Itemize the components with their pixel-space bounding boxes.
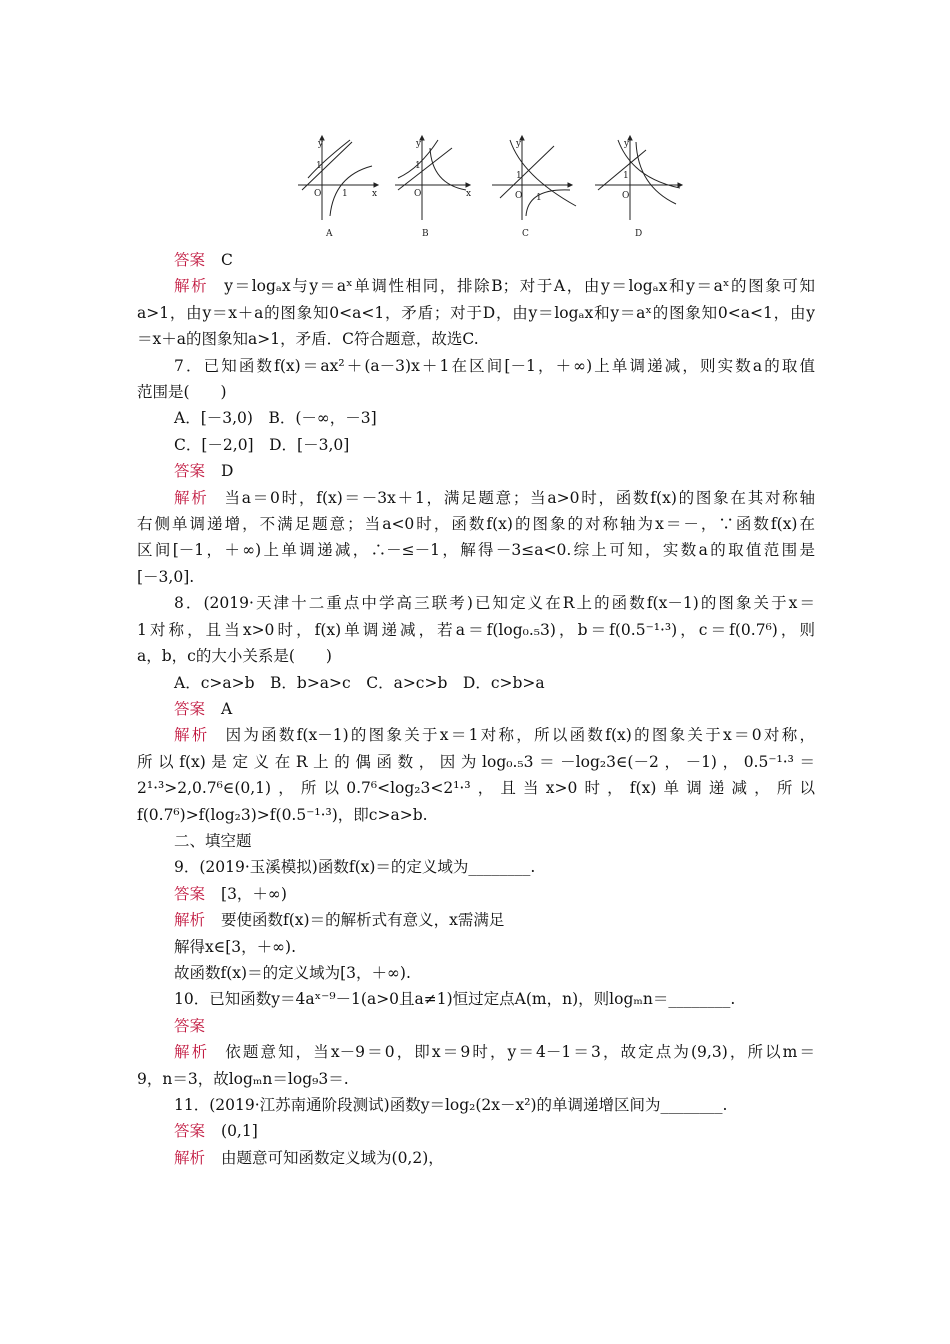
svg-text:1: 1 [316, 161, 322, 171]
analysis-line: 解析 当a＝0时，f(x)＝－3x＋1，满足题意；当a>0时，函数f(x)的图象在其对称轴 [174, 488, 815, 507]
analysis-tag: 解析 [174, 277, 209, 296]
section-heading: 二、填空题 [174, 831, 252, 850]
text-line: 2¹·³>2,0.7⁶∈(0,1)，所以0.7⁶<log₂3<2¹·³，且当x>0时，f(x)单调递减，所以 [137, 779, 815, 798]
worksheet-body [137, 247, 815, 1171]
svg-text:O: O [414, 189, 422, 199]
graph-d [595, 136, 682, 239]
answer-line: 答案 D [174, 462, 234, 481]
answer-line: 答案 [3，＋∞) [174, 884, 287, 903]
text-line: a>1，由y＝x＋a的图象知0<a<1，矛盾；对于D，由y＝logₐx和y＝aˣ的图象知0<a<1，由y [137, 303, 815, 322]
panel-label-a: A [326, 229, 333, 239]
answer-tag: 答案 [174, 884, 206, 903]
answer-tag: 答案 [174, 1016, 206, 1035]
graph-c [492, 136, 576, 239]
text-line: 1对称，且当x>0时，f(x)单调递减，若a＝f(log₀.₅3)，b＝f(0.5⁻¹·³)，c＝f(0.7⁶)，则 [137, 620, 815, 639]
svg-text:1: 1 [623, 171, 629, 181]
svg-text:1: 1 [536, 193, 542, 203]
text-line: 故函数f(x)＝的定义域为[3，＋∞). [174, 963, 411, 982]
text-line: 9，n＝3，故logₘn＝log₉3＝. [137, 1069, 349, 1088]
answer-line [137, 1013, 815, 1039]
options-line: C．[－2,0] D．[－3,0] [174, 435, 350, 454]
svg-text:x: x [372, 189, 378, 199]
text-line: 右侧单调递增，不满足题意；当a<0时，函数f(x)的图象的对称轴为x＝－，∵函数f(x)在 [137, 515, 815, 534]
text-line: 区间[－1，＋∞)上单调递减，∴－≤－1，解得－3≤a<0.综上可知，实数a的取值范围是 [137, 541, 815, 560]
answer-tag: 答案 [174, 699, 206, 718]
svg-text:O: O [622, 191, 630, 201]
panel-label-c: C [522, 229, 529, 239]
answer-line: 答案 (0,1] [174, 1122, 258, 1141]
function-graphs-figure [290, 128, 690, 243]
answer-tag: 答案 [174, 462, 206, 481]
answer-line: 答案 C [174, 251, 233, 269]
svg-text:x: x [466, 189, 472, 199]
analysis-tag: 解析 [174, 726, 210, 745]
panel-label-b: B [422, 229, 429, 239]
text-line: a，b，c的大小关系是( ) [137, 647, 332, 666]
text-line: [－3,0]. [137, 567, 195, 586]
question-9: 9．(2019·玉溪模拟)函数f(x)＝的定义域为________. [174, 858, 536, 877]
analysis-line: 解析 要使函数f(x)＝的解析式有意义，x需满足 [174, 911, 505, 930]
text-line: 所以f(x)是定义在R上的偶函数，因为log₀.₅3＝－log₂3∈(－2，－1)，0.5⁻¹·³＝ [137, 752, 815, 771]
question-7: 7．已知函数f(x)＝ax²＋(a－3)x＋1在区间[－1，＋∞)上单调递减，则实数a的取值 [174, 356, 815, 375]
text-line: 解得x∈[3，＋∞). [174, 937, 297, 956]
graph-b [395, 136, 471, 239]
svg-text:y: y [416, 139, 422, 149]
analysis-tag: 解析 [174, 488, 209, 507]
svg-text:1: 1 [342, 189, 348, 199]
question-10: 10．已知函数y＝4aˣ⁻⁹－1(a>0且a≠1)恒过定点A(m，n)，则logₘn＝________. [174, 990, 736, 1009]
answer-tag: 答案 [174, 251, 206, 269]
analysis-tag: 解析 [174, 1148, 206, 1167]
analysis-line: 解析 因为函数f(x－1)的图象关于x＝1对称，所以函数f(x)的图象关于x＝0对称， [174, 726, 815, 745]
question-8: 8．(2019·天津十二重点中学高三联考)已知定义在R上的函数f(x－1)的图象关于x＝ [174, 594, 815, 613]
svg-text:1: 1 [415, 161, 421, 171]
panel-label-d: D [635, 229, 643, 239]
analysis-tag: 解析 [174, 1043, 210, 1062]
options-line: A．c>a>b B．b>a>c C．a>c>b D．c>b>a [174, 673, 545, 692]
text-line: 范围是( ) [137, 383, 227, 402]
svg-text:O: O [515, 191, 523, 201]
text-line: f(0.7⁶)>f(log₂3)>f(0.5⁻¹·³)，即c>a>b. [137, 805, 428, 824]
analysis-line: 解析 依题意知，当x－9＝0，即x＝9时，y＝4－1＝3，故定点为(9,3)，所以m＝ [174, 1043, 815, 1062]
svg-text:y: y [318, 139, 324, 149]
svg-text:O: O [314, 189, 322, 199]
graph-a [298, 136, 378, 239]
analysis-line: 解析 y＝logₐx与y＝aˣ单调性相同，排除B；对于A，由y＝logₐx和y＝aˣ的图象可知 [174, 277, 815, 296]
analysis-line: 解析 由题意可知函数定义域为(0,2)， [174, 1148, 444, 1167]
analysis-tag: 解析 [174, 911, 206, 930]
answer-line: 答案 A [174, 699, 233, 718]
options-line: A．[－3,0) B．(－∞，－3] [174, 409, 377, 428]
answer-tag: 答案 [174, 1122, 206, 1141]
svg-text:1: 1 [516, 171, 522, 181]
svg-text:y: y [624, 139, 630, 149]
text-line: ＝x＋a的图象知a>1，矛盾．C符合题意，故选C. [137, 330, 479, 349]
question-11: 11．(2019·江苏南通阶段测试)函数y＝log₂(2x－x²)的单调递增区间为________. [174, 1096, 728, 1114]
svg-text:y: y [516, 139, 522, 149]
